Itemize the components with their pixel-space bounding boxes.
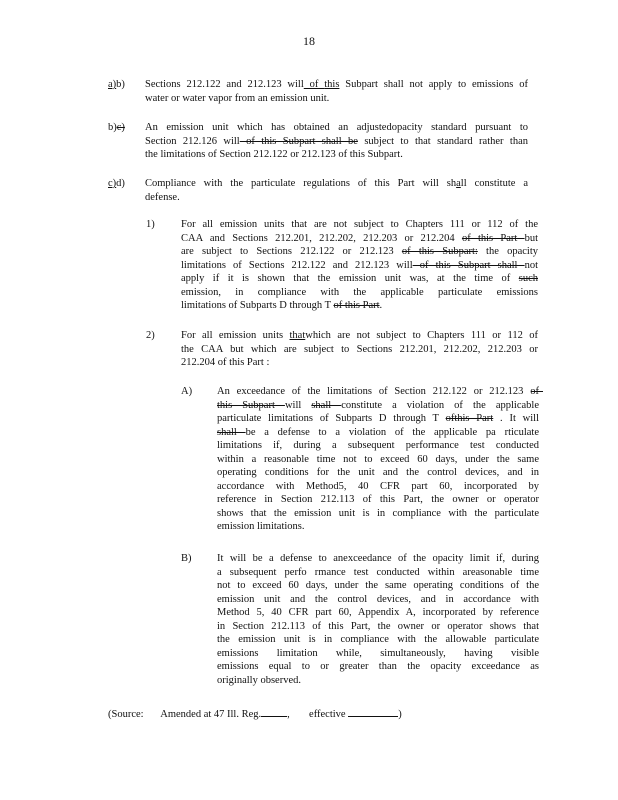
struck-text: of this Part (333, 300, 380, 311)
struck-text: shall (217, 426, 246, 438)
struck-text: such (518, 273, 538, 284)
text-line: limitations of Subparts D through T of this Part. (181, 300, 383, 311)
source-close: ) (398, 709, 402, 720)
text-line: An emission unit which has obtained an adjustedopacity standard pursuant to (145, 122, 528, 133)
paragraph-a (108, 78, 528, 105)
item-2 (146, 329, 538, 370)
text-line: are subject to Sections 212.122 or 212.123 of this Subpart: the opacity (181, 246, 539, 257)
struck-text: this Subpart (217, 399, 285, 411)
text-line: shall be a defense to a violation of the applicable pa rticulate (217, 426, 539, 438)
text-line: within a reasonable time not to exceed 60 days, under the same (217, 453, 539, 465)
text-line: emission unit and the control devices, and in accordance with (217, 593, 539, 605)
struck-text: ofthis Part (445, 413, 494, 424)
paragraph-c (108, 177, 528, 204)
text-line: Compliance with the particulate regulations of this Part will shall constitute a (145, 178, 528, 189)
text-line: For all emission units that are not subject to Chapters 111 or 112 of the (181, 219, 538, 230)
item-label: 2) (146, 330, 155, 341)
source-effective: effective (309, 709, 346, 720)
subitem-text (217, 385, 539, 534)
source-amended: Amended at 47 Ill. Reg. (160, 709, 262, 720)
text-line: For all emission units thatwhich are not subject to Chapters 111 or 112 of (181, 330, 538, 341)
item-1 (146, 218, 538, 313)
subitem-a (181, 385, 539, 534)
struck-text: of this Subpart: (401, 246, 478, 257)
item-text (181, 218, 538, 313)
text-line: defense. (145, 191, 180, 203)
text-line: accordance with Method5, 40 CFR part 60, incorporated by (217, 480, 539, 492)
subitem-label: B) (181, 553, 192, 564)
margin-dash (531, 391, 543, 392)
subitem-label: A) (181, 386, 193, 397)
text-line: limitations if, during a subsequent performance test conducted (217, 440, 539, 451)
text-line: It will be a defense to anexceedance of the opacity limit if, during (217, 553, 539, 564)
text-line: a subsequent perfo rmance test conducted within areasonable time (217, 566, 539, 578)
text-line: limitations of Sections 212.122 and 212.123 will of this Subpart shall not (181, 259, 538, 271)
text-line: the limitations of Section 212.122 or 212.123 of this Subpart. (145, 149, 403, 160)
text-line: Sections 212.122 and 212.123 will of this Subpart shall not apply to emissions of (145, 79, 528, 90)
paragraph-text (145, 78, 528, 105)
subitem-text (217, 552, 539, 687)
text-line: emissions limitation while, simultaneously, having visible (217, 647, 539, 659)
struck-text: shall (311, 399, 342, 411)
text-line: apply if it is shown that the emission unit was, at the time of such (181, 273, 538, 284)
inserted-text: that (289, 330, 306, 341)
text-line: emissions equal to or greater than the opacity exceedance as (217, 661, 539, 672)
struck-text: of this Subpart shall be (239, 135, 358, 147)
text-line: water or water vapor from an emission unit. (145, 92, 330, 104)
paragraph-label: b)c) (108, 122, 125, 133)
paragraph-text (145, 177, 528, 204)
text-line: operating conditions for the unit and the control devices, and in (217, 467, 539, 478)
text-line: shows that the emission unit is in compliance with the particulate (217, 507, 539, 519)
text-line: Section 212.126 will of this Subpart shall be subject to that standard rather than (145, 135, 528, 147)
item-label: 1) (146, 219, 155, 230)
register-page-blank (261, 706, 287, 717)
paragraph-b (108, 121, 528, 162)
text-line: originally observed. (217, 674, 301, 686)
inserted-text: of (303, 79, 325, 90)
text-line: Method 5, 40 CFR part 60, Appendix A, incorporated by reference (217, 607, 539, 618)
text-line: 212.204 of this Part : (181, 357, 270, 368)
paragraph-label: a)b) (108, 79, 125, 90)
inserted-text: a (456, 178, 461, 189)
struck-text: of this Part (461, 232, 525, 244)
struck-text: of this Subpart shall (412, 259, 525, 271)
text-line: particulate limitations of Subparts D through T ofthis Part . It will (217, 413, 539, 424)
text-line: the emission unit is in compliance with the allowable particulate (217, 634, 539, 645)
text-line: An exceedance of the limitations of Section 212.122 or 212.123 of (217, 386, 539, 397)
text-line: not to exceed 60 days, under the same operating conditions of the (217, 580, 539, 591)
source-open: (Source: (108, 709, 144, 720)
text-line: in Section 212.113 of this Part, the owner or operator shows that (217, 620, 539, 632)
paragraph-label: c)d) (108, 178, 125, 189)
text-line: emission limitations. (217, 521, 305, 532)
effective-date-blank (348, 706, 398, 717)
subitem-b (181, 552, 539, 687)
text-line: the CAA but which are subject to Sections 212.201, 212.202, 212.203 or (181, 343, 538, 355)
text-line: CAA and Sections 212.201, 212.202, 212.203 or 212.204 of this Part but (181, 232, 538, 244)
page-number: 18 (303, 34, 315, 48)
source-comma: , (287, 709, 290, 720)
text-line: reference in Section 212.113 of this Part, the owner or operator (217, 494, 539, 505)
source-note (108, 706, 402, 722)
item-text (181, 329, 538, 370)
text-line: emission, in compliance with the applicable particulate emissions (181, 286, 538, 298)
paragraph-text (145, 121, 528, 162)
inserted-text: this (324, 79, 340, 90)
text-line: this Subpart will shall constitute a violation of the applicable (217, 399, 539, 411)
